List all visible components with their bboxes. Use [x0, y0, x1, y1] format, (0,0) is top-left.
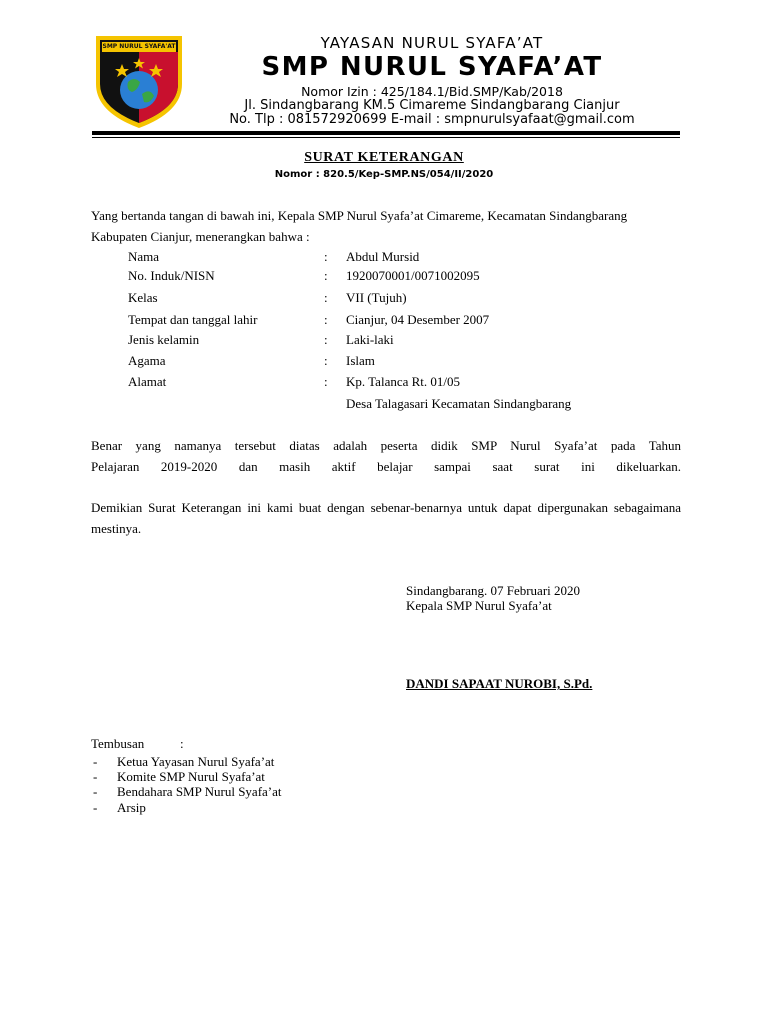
letter-title: SURAT KETERANGAN: [304, 150, 464, 165]
student-row-nisn: [128, 268, 688, 289]
school-contact: No. Tlp : 081572920699 E-mail : smpnurulsyafaat@gmail.com: [229, 112, 635, 127]
list-dash: -: [93, 800, 98, 815]
row-value: 1920070001/0071002095: [346, 268, 480, 283]
closing-paragraph: Demikian Surat Keterangan ini kami buat dengan sebenar-benarnya untuk dapat dipergunakan sebagaimana mestinya.: [91, 500, 681, 536]
school-address: Jl. Sindangbarang KM.5 Cimareme Sindangbarang Cianjur: [244, 98, 620, 113]
row-label: Agama: [128, 353, 166, 368]
row-colon: :: [324, 290, 328, 305]
row-colon: :: [324, 332, 328, 347]
signature-place-date: Sindangbarang. 07 Februari 2020: [406, 583, 581, 598]
letter-number: Nomor : 820.5/Kep-SMP.NS/054/II/2020: [274, 169, 494, 180]
cc-item-text: Arsip: [117, 800, 146, 815]
school-name: SMP NURUL SYAFA’AT: [261, 52, 603, 82]
statement-line-1: Benar yang namanya tersebut diatas adalah peserta didik SMP Nurul Syafa’at pada Tahun: [91, 438, 681, 453]
cc-item-text: Ketua Yayasan Nurul Syafa’at: [117, 754, 275, 769]
list-dash: -: [93, 769, 98, 784]
student-row-religion: [128, 353, 688, 374]
row-label: Nama: [128, 249, 160, 264]
cc-label: Tembusan: [91, 736, 145, 751]
row-label: Kelas: [128, 290, 158, 305]
signer-name: DANDI SAPAAT NUROBI, S.Pd.: [406, 676, 593, 691]
student-row-address: [128, 374, 688, 395]
signature-position: Kepala SMP Nurul Syafa’at: [406, 598, 552, 613]
student-row-address-line2: [128, 396, 688, 417]
row-colon: :: [324, 268, 328, 283]
list-dash: -: [93, 784, 98, 799]
row-value: Islam: [346, 353, 375, 368]
student-row-birth: [128, 312, 688, 333]
row-value: VII (Tujuh): [346, 290, 407, 305]
statement-line-2: Pelajaran 2019-2020 dan masih aktif belajar sampai saat surat ini dikeluarkan.: [91, 459, 681, 474]
row-value: Abdul Mursid: [346, 249, 420, 264]
student-row-class: [128, 290, 688, 311]
row-value: Kp. Talanca Rt. 01/05: [346, 374, 461, 389]
row-value: Laki-laki: [346, 332, 394, 347]
row-label: Tempat dan tanggal lahir: [128, 312, 258, 327]
row-label: No. Induk/NISN: [128, 268, 215, 283]
header-divider-thin: [92, 137, 680, 138]
header-divider-thick: [92, 131, 680, 135]
row-label: Alamat: [128, 374, 167, 389]
row-colon: :: [324, 374, 328, 389]
cc-item-text: Komite SMP Nurul Syafa’at: [117, 769, 265, 784]
permit-number: Nomor Izin : 425/184.1/Bid.SMP/Kab/2018: [301, 84, 563, 99]
intro-paragraph: Yang bertanda tangan di bawah ini, Kepala SMP Nurul Syafa’at Cimareme, Kecamatan Sindangbarang Kabupaten Cianjur, menerangkan bahwa :: [91, 208, 628, 244]
row-colon: :: [324, 312, 328, 327]
row-label: Jenis kelamin: [128, 332, 200, 347]
student-row-gender: [128, 332, 688, 353]
cc-colon: :: [180, 736, 184, 751]
row-value: Desa Talagasari Kecamatan Sindangbarang: [346, 396, 572, 411]
list-dash: -: [93, 754, 98, 769]
row-value: Cianjur, 04 Desember 2007: [346, 312, 490, 327]
statement-paragraph: [91, 435, 681, 477]
student-row-name: [128, 249, 688, 270]
logo-text: SMP NURUL SYAFA'AT: [102, 43, 176, 50]
row-colon: :: [324, 249, 328, 264]
cc-item-text: Bendahara SMP Nurul Syafa’at: [117, 784, 282, 799]
foundation-name: YAYASAN NURUL SYAFA’AT: [320, 34, 544, 52]
school-logo: [92, 32, 186, 130]
row-colon: :: [324, 353, 328, 368]
